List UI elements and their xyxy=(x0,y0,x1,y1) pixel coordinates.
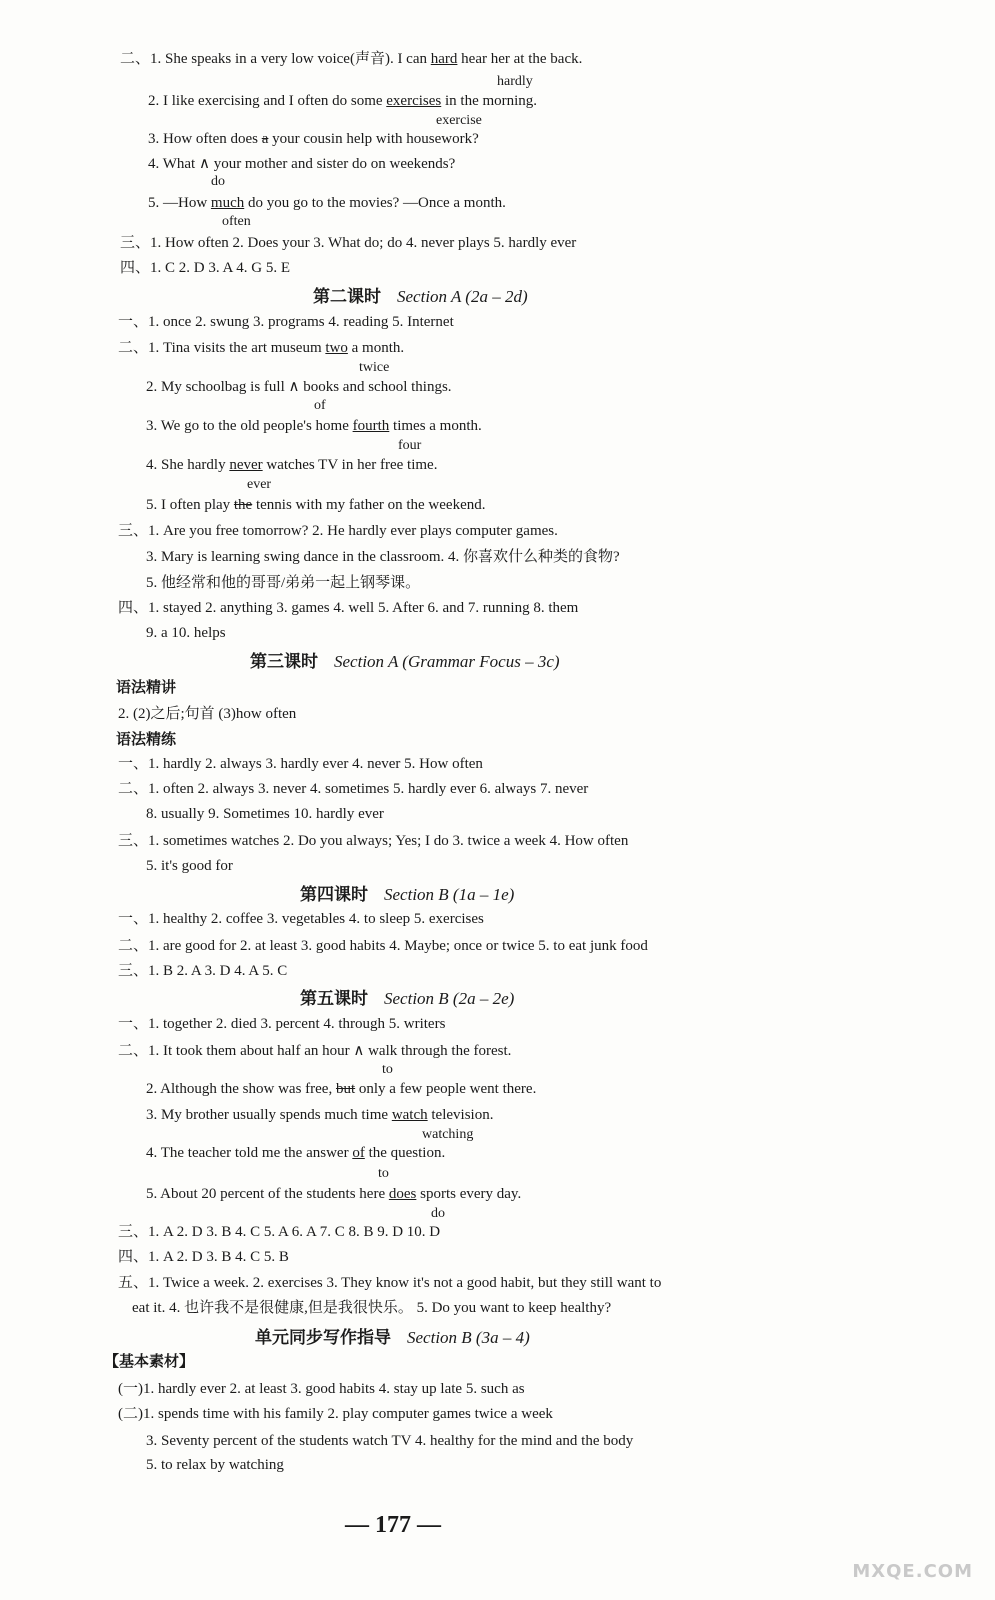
answer-line: 5. About 20 percent of the students here does sports every day. xyxy=(146,1186,522,1202)
answer-line: (二)1. spends time with his family 2. play computer games twice a week xyxy=(118,1406,553,1422)
answer-line: 3. Mary is learning swing dance in the classroom. 4. 你喜欢什么种类的食物? xyxy=(146,549,620,565)
correction-word: do xyxy=(431,1206,445,1221)
answer-line: 三、1. B 2. A 3. D 4. A 5. C xyxy=(118,963,288,979)
answer-line: 8. usually 9. Sometimes 10. hardly ever xyxy=(146,806,384,822)
answer-line: 2. (2)之后;句首 (3)how often xyxy=(118,706,297,722)
section-heading-cn: 第四课时 xyxy=(300,885,368,904)
section-heading xyxy=(313,287,528,307)
section-heading xyxy=(255,1328,530,1348)
correction-word: often xyxy=(222,214,251,229)
answer-line: 3. My brother usually spends much time watch television. xyxy=(146,1107,494,1123)
answer-line: 四、1. C 2. D 3. A 4. G 5. E xyxy=(120,260,291,276)
section-heading-cn: 单元同步写作指导 xyxy=(255,1328,391,1347)
answer-line: 5. —How much do you go to the movies? —Once a month. xyxy=(148,195,506,211)
correction-word: ever xyxy=(247,477,272,492)
answer-line: 9. a 10. helps xyxy=(146,625,226,641)
answer-line: 一、1. together 2. died 3. percent 4. through 5. writers xyxy=(118,1016,446,1032)
section-heading xyxy=(300,885,514,905)
answer-line: 4. She hardly never watches TV in her free time. xyxy=(146,457,438,473)
answer-line: 3. How often does a your cousin help with housework? xyxy=(148,131,479,147)
section-heading-cn: 第二课时 xyxy=(313,287,381,306)
answer-line: 三、1. A 2. D 3. B 4. C 5. A 6. A 7. C 8. B 9. D 10. D xyxy=(118,1224,441,1240)
section-heading xyxy=(250,652,560,672)
correction-word: to xyxy=(382,1062,393,1077)
correction-word: watching xyxy=(422,1127,474,1142)
answer-line: 5. 他经常和他的哥哥/弟弟一起上钢琴课。 xyxy=(146,575,421,591)
answer-line: 4. What ∧ your mother and sister do on weekends? xyxy=(148,156,456,172)
answer-line: 三、1. Are you free tomorrow? 2. He hardly ever plays computer games. xyxy=(118,523,558,539)
section-heading-en: Section B (2a – 2e) xyxy=(384,989,515,1008)
answer-line: 一、1. once 2. swung 3. programs 4. reading 5. Internet xyxy=(118,314,454,330)
answer-line: 一、1. hardly 2. always 3. hardly ever 4. never 5. How often xyxy=(118,756,483,772)
answer-line: 二、1. often 2. always 3. never 4. sometimes 5. hardly ever 6. always 7. never xyxy=(118,781,589,797)
answer-line: eat it. 4. 也许我不是很健康,但是我很快乐。 5. Do you want to keep healthy? xyxy=(132,1300,612,1316)
sub-label: 语法精练 xyxy=(116,732,177,748)
section-heading-cn: 第三课时 xyxy=(250,652,318,671)
answer-line: 5. it's good for xyxy=(146,858,233,874)
correction-word: of xyxy=(314,398,326,413)
correction-word: hardly xyxy=(497,74,533,89)
answer-line: 3. Seventy percent of the students watch TV 4. healthy for the mind and the body xyxy=(146,1433,634,1449)
answer-line: 一、1. healthy 2. coffee 3. vegetables 4. to sleep 5. exercises xyxy=(118,911,484,927)
watermark-logo: MXQE.COM xyxy=(852,1561,973,1582)
answer-line: 4. The teacher told me the answer of the question. xyxy=(146,1145,446,1161)
section-heading-en: Section B (3a – 4) xyxy=(407,1328,530,1347)
section-heading-en: Section B (1a – 1e) xyxy=(384,885,515,904)
section-heading-en: Section A (Grammar Focus – 3c) xyxy=(334,652,560,671)
correction-word: four xyxy=(398,438,422,453)
answer-line: (一)1. hardly ever 2. at least 3. good habits 4. stay up late 5. such as xyxy=(118,1381,525,1397)
answer-line: 五、1. Twice a week. 2. exercises 3. They know it's not a good habit, but they still want to xyxy=(118,1275,662,1291)
answer-line: 2. Although the show was free, but only a few people went there. xyxy=(146,1081,537,1097)
answer-line: 四、1. stayed 2. anything 3. games 4. well 5. After 6. and 7. running 8. them xyxy=(118,600,579,616)
answer-line: 2. My schoolbag is full ∧ books and school things. xyxy=(146,379,452,395)
answer-line: 2. I like exercising and I often do some exercises in the morning. xyxy=(148,93,538,109)
answer-line: 5. I often play the tennis with my father on the weekend. xyxy=(146,497,486,513)
answer-line: 二、1. are good for 2. at least 3. good habits 4. Maybe; once or twice 5. to eat junk food xyxy=(118,938,648,954)
correction-word: twice xyxy=(359,360,390,375)
answer-line: 三、1. sometimes watches 2. Do you always; Yes; I do 3. twice a week 4. How often xyxy=(118,833,629,849)
sub-label: 【基本素材】 xyxy=(104,1354,195,1370)
answer-line: 二、1. She speaks in a very low voice(声音). I can hard hear her at the back. xyxy=(120,51,583,67)
answer-line: 二、1. Tina visits the art museum two a month. xyxy=(118,340,405,356)
answer-line: 四、1. A 2. D 3. B 4. C 5. B xyxy=(118,1249,289,1265)
section-heading-cn: 第五课时 xyxy=(300,989,368,1008)
answer-line: 3. We go to the old people's home fourth times a month. xyxy=(146,418,482,434)
section-heading-en: Section A (2a – 2d) xyxy=(397,287,528,306)
correction-word: to xyxy=(378,1166,389,1181)
page-number: — 177 — xyxy=(345,1512,441,1538)
answer-line: 二、1. It took them about half an hour ∧ walk through the forest. xyxy=(118,1043,512,1059)
section-heading xyxy=(300,989,514,1009)
answer-line: 三、1. How often 2. Does your 3. What do; do 4. never plays 5. hardly ever xyxy=(120,235,577,251)
answer-line: 5. to relax by watching xyxy=(146,1457,284,1473)
sub-label: 语法精讲 xyxy=(116,680,177,696)
correction-word: exercise xyxy=(436,113,482,128)
correction-word: do xyxy=(211,174,225,189)
